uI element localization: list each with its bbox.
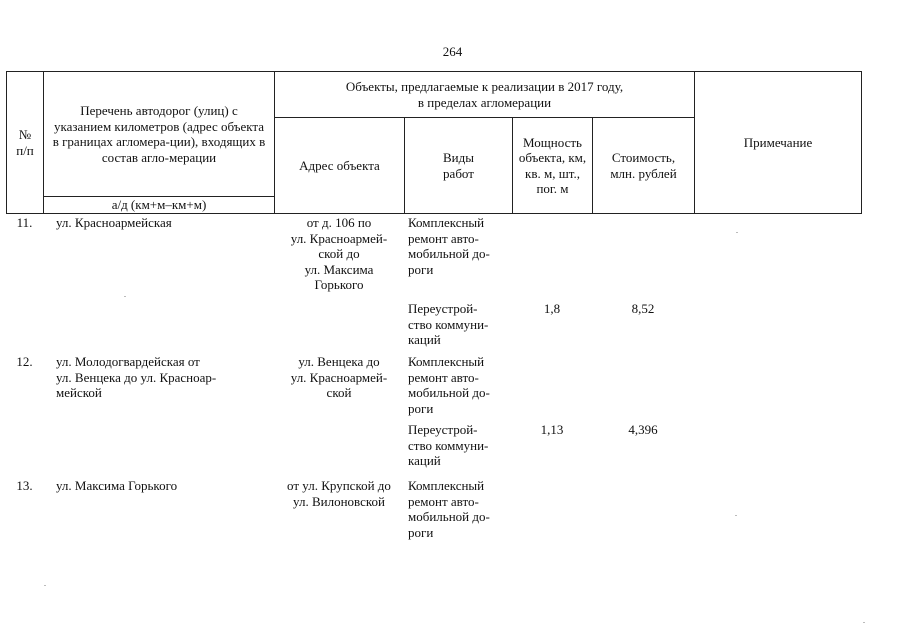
row-road: ул. Молодогвардейская от ул. Венцека до ул. Красноар- мейской [56,354,217,400]
header-address: Адрес объекта [275,118,405,214]
scan-speck [863,622,865,623]
header-number: № п/п [7,72,44,214]
table-header [6,71,862,214]
row-road: ул. Максима Горького [56,478,178,493]
row-address: от ул. Крупской до ул. Вилоновской [287,478,391,509]
header-note: Примечание [695,72,862,214]
row-work-type: Переустрой- ство коммуни- каций [408,422,489,468]
row-cost: 4,396 [628,422,658,437]
header-objects-2017: Объекты, предлагаемые к реализации в 2017 году, в пределах агломерации [275,72,695,118]
row-work-type: Комплексный ремонт авто- мобильной до- роги [408,478,490,540]
scan-speck [124,296,126,297]
table-row [6,354,861,478]
row-work-type: Комплексный ремонт авто- мобильной до- роги [408,354,490,416]
table-row [6,215,861,354]
header-cost: Стоимость, млн. рублей [593,118,695,214]
table-row [6,478,861,548]
row-number: 12. [16,354,33,369]
row-power: 1,13 [540,422,564,437]
row-number: 11. [16,215,33,230]
row-address: от д. 106 по ул. Красноармей- ской до ул. Максима Горького [290,215,388,292]
row-address: ул. Венцека до ул. Красноармей- ской [290,354,388,400]
header-road-list: Перечень автодорог (улиц) с указанием километров (адрес объекта в границах агломера-ции), входящих в состав агло-мерации [44,72,275,197]
header-works: Виды работ [405,118,513,214]
row-number: 13. [16,478,33,493]
row-work-type: Переустрой- ство коммуни- каций [408,301,489,347]
header-road-sub: а/д (км+м–км+м) [44,197,275,214]
row-cost: 8,52 [631,301,655,316]
header-power: Мощность объекта, км, кв. м, шт., пог. м [513,118,593,214]
row-work-type: Комплексный ремонт авто- мобильной до- роги [408,215,490,277]
scan-speck [736,232,738,233]
row-power: 1,8 [543,301,561,316]
scan-speck [44,585,46,586]
page-number: 264 [442,44,463,59]
table-body [6,215,861,548]
row-road: ул. Красноармейская [56,215,172,230]
scan-speck [735,515,737,516]
